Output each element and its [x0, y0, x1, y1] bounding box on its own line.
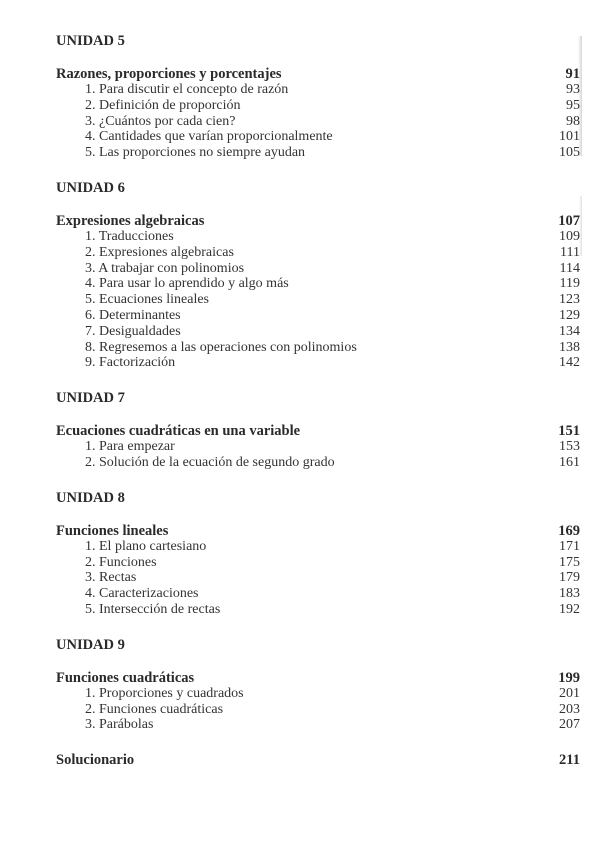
chapter-title: Expresiones algebraicas — [56, 212, 205, 229]
toc-item-page: 111 — [560, 244, 580, 260]
unit-heading: UNIDAD 5 — [56, 33, 125, 49]
toc-item-label: 2. Expresiones algebraicas — [85, 244, 234, 260]
toc-item-label: 7. Desigualdades — [85, 323, 181, 339]
unit-section — [56, 180, 580, 371]
toc-item-label: 3. A trabajar con polinomios — [85, 260, 245, 276]
toc-item[interactable] — [56, 686, 580, 702]
chapter-title: Ecuaciones cuadráticas en una variable — [56, 423, 301, 440]
toc-item-label: 1. Para empezar — [85, 439, 175, 455]
toc-item-page: 134 — [559, 323, 580, 339]
toc-item[interactable] — [56, 570, 580, 586]
unit-section — [56, 390, 580, 471]
unit-heading: UNIDAD 8 — [56, 489, 125, 506]
toc-item-label: 6. Determinantes — [85, 307, 181, 323]
unit-heading: UNIDAD 9 — [56, 636, 125, 653]
toc-item[interactable] — [56, 292, 580, 308]
chapter-row[interactable] — [56, 423, 580, 439]
toc-item-label: 2. Solución de la ecuación de segundo grado — [85, 454, 335, 470]
toc-item[interactable] — [56, 145, 580, 161]
toc-item-page: 138 — [559, 339, 580, 355]
toc-item-label: 4. Cantidades que varían proporcionalmente — [85, 129, 333, 145]
solucionario-row[interactable] — [56, 752, 580, 768]
toc-item-label: 8. Regresemos a las operaciones con polinomios — [85, 339, 357, 355]
toc-item-label: 2. Funciones — [85, 554, 157, 570]
unit-section — [56, 637, 580, 733]
toc-item-page: 123 — [559, 292, 580, 308]
toc-item[interactable] — [56, 308, 580, 324]
toc-item-label: 5. Ecuaciones lineales — [85, 292, 210, 308]
chapter-title: Razones, proporciones y porcentajes — [56, 66, 282, 82]
toc-item[interactable] — [56, 340, 580, 356]
solucionario-title: Solucionario — [56, 752, 135, 769]
chapter-title: Funciones lineales — [56, 522, 169, 539]
toc-item-label: 9. Factorización — [85, 355, 176, 371]
toc-item-page: 201 — [559, 685, 580, 701]
toc-item-label: 5. Intersección de rectas — [85, 601, 221, 617]
unit-section — [56, 490, 580, 618]
toc-item-page: 119 — [559, 276, 580, 292]
toc-item[interactable] — [56, 539, 580, 555]
toc-item[interactable] — [56, 129, 580, 145]
toc-item-label: 1. Para discutir el concepto de razón — [85, 82, 289, 97]
toc-item[interactable] — [56, 82, 580, 98]
chapter-title: Funciones cuadráticas — [56, 669, 195, 686]
toc-item[interactable] — [56, 602, 580, 618]
toc-item[interactable] — [56, 717, 580, 733]
toc-item-label: 2. Definición de proporción — [85, 97, 241, 113]
toc-item[interactable] — [56, 229, 580, 245]
toc-item[interactable] — [56, 114, 580, 130]
toc-item-page: 109 — [559, 228, 580, 244]
toc-item[interactable] — [56, 555, 580, 571]
toc-item[interactable] — [56, 586, 580, 602]
chapter-page: 151 — [558, 423, 580, 440]
toc-item[interactable] — [56, 324, 580, 340]
toc-item-page: 203 — [559, 701, 580, 717]
toc-item-page: 114 — [559, 260, 580, 276]
toc-item-page: 105 — [559, 145, 580, 161]
toc-item-page: 179 — [559, 570, 580, 586]
toc-item-page: 183 — [559, 586, 580, 602]
toc-item-page: 98 — [566, 113, 580, 129]
toc-item-page: 93 — [566, 82, 580, 97]
toc-item-label: 2. Funciones cuadráticas — [85, 701, 224, 717]
toc-item-page: 153 — [559, 439, 580, 455]
toc-item[interactable] — [56, 439, 580, 455]
toc-item[interactable] — [56, 261, 580, 277]
toc-item[interactable] — [56, 455, 580, 471]
chapter-row[interactable] — [56, 66, 580, 82]
toc-item-page: 192 — [559, 601, 580, 617]
chapter-row[interactable] — [56, 213, 580, 229]
toc-item-label: 3. ¿Cuántos por cada cien? — [85, 113, 236, 129]
chapter-page: 169 — [558, 522, 580, 539]
toc-item-page: 161 — [559, 454, 580, 470]
solucionario-page: 211 — [559, 752, 580, 769]
toc-item-page: 142 — [559, 355, 580, 371]
toc-item-label: 4. Caracterizaciones — [85, 586, 199, 602]
chapter-page: 107 — [558, 212, 580, 229]
toc-item-page: 95 — [566, 97, 580, 113]
toc-item[interactable] — [56, 276, 580, 292]
toc-item-label: 4. Para usar lo aprendido y algo más — [85, 276, 289, 292]
unit-section — [56, 33, 580, 161]
chapter-page: 199 — [558, 669, 580, 686]
toc-item-label: 1. Proporciones y cuadrados — [85, 685, 244, 701]
toc-item-page: 175 — [559, 554, 580, 570]
toc-item-page: 207 — [559, 717, 580, 733]
toc-item-label: 3. Rectas — [85, 570, 137, 586]
toc-item-page: 129 — [559, 307, 580, 323]
toc-item-label: 1. Traducciones — [85, 228, 174, 244]
toc-item[interactable] — [56, 245, 580, 261]
toc-item-page: 171 — [559, 538, 580, 554]
table-of-contents — [56, 33, 580, 768]
toc-item[interactable] — [56, 98, 580, 114]
unit-heading: UNIDAD 7 — [56, 390, 125, 407]
chapter-page: 91 — [565, 66, 580, 82]
toc-item-label: 5. Las proporciones no siempre ayudan — [85, 145, 306, 161]
toc-item-page: 101 — [559, 129, 580, 145]
toc-item-label: 1. El plano cartesiano — [85, 538, 207, 554]
toc-item[interactable] — [56, 702, 580, 718]
chapter-row[interactable] — [56, 670, 580, 686]
unit-heading: UNIDAD 6 — [56, 179, 125, 196]
chapter-row[interactable] — [56, 523, 580, 539]
toc-item[interactable] — [56, 355, 580, 371]
toc-item-label: 3. Parábolas — [85, 717, 154, 733]
